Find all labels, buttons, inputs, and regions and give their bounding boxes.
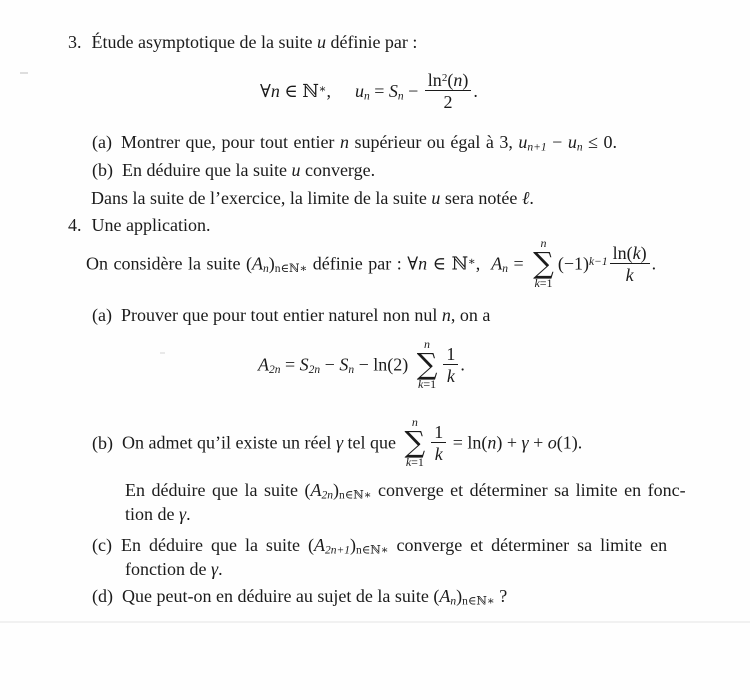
sum-upper-n: n <box>424 337 431 351</box>
text-run: On considère la suite <box>86 253 246 274</box>
item-label-c: (c) <box>92 535 112 555</box>
paren: ) <box>332 480 339 500</box>
fraction-numerator <box>425 70 472 91</box>
numerator-one: 1 <box>446 343 456 364</box>
period: . <box>460 354 465 375</box>
sum-lower-k: k <box>418 377 424 391</box>
sum-lower-limit <box>406 456 424 469</box>
natural-numbers-symbol: ℕ <box>302 81 319 102</box>
text-run: converge. <box>300 160 376 180</box>
math-italic-n: n <box>487 432 497 453</box>
item-4b-line-1 <box>92 415 583 471</box>
text-run: tion de <box>125 504 179 524</box>
text-run: ) + <box>496 432 522 453</box>
minus-ln2-text: − ln(2) <box>354 354 413 375</box>
index-set-subscript: n∈ℕ∗ <box>274 263 308 276</box>
text-run: définie par : <box>325 32 418 52</box>
equals-sign: = <box>508 253 530 274</box>
paren: ( <box>307 535 314 555</box>
minus-sign: − <box>546 132 568 152</box>
math-italic-n: n <box>453 70 463 90</box>
sigma-glyph: ∑ <box>404 425 426 459</box>
text-run: En déduire que la suite <box>122 160 292 180</box>
math-sub-n: n <box>450 595 457 608</box>
math-italic-o: o <box>547 432 557 453</box>
text-run: Étude asymptotique de la suite <box>91 32 317 52</box>
sum-upper-n: n <box>411 415 418 429</box>
math-italic-n: n <box>441 305 451 325</box>
sum-lower-limit <box>418 378 436 391</box>
fraction-1-over-k <box>443 344 458 386</box>
math-italic-A: A <box>439 586 451 606</box>
math-italic-S: S <box>388 81 398 102</box>
scan-artifact-line <box>0 621 750 623</box>
math-sub-n: n <box>397 90 404 103</box>
math-sub-n: n <box>576 141 583 154</box>
element-of-symbol: ∈ <box>279 81 303 102</box>
equals-sign: = <box>369 81 389 102</box>
paren: ( <box>245 253 252 274</box>
text-run: On admet qu’il existe un réel <box>122 432 336 453</box>
fraction-lnk-over-k <box>610 243 650 285</box>
text-run: sera notée <box>440 188 522 208</box>
paren: ( <box>447 70 454 90</box>
item-label-a: (a) <box>92 305 112 325</box>
item-3-note-line <box>91 186 534 210</box>
item-4-heading <box>68 213 210 237</box>
text-run: Que peut-on en déduire au sujet de la suite <box>122 586 434 606</box>
index-set-subscript: n∈ℕ∗ <box>338 489 372 502</box>
sum-lower-eq1: =1 <box>539 276 553 290</box>
text-run: Une application. <box>91 215 211 235</box>
paren: ) <box>349 535 356 555</box>
item-4d-line <box>92 584 507 608</box>
item-3-heading <box>68 30 417 54</box>
math-sub-2n-plus-1: 2n+1 <box>324 544 350 557</box>
item-3b-line <box>92 158 375 182</box>
fraction-numerator <box>431 422 446 443</box>
math-italic-n: n <box>270 81 280 102</box>
math-sub-2n: 2n <box>269 364 281 377</box>
text-run: , <box>475 253 492 274</box>
fraction-denominator <box>443 365 458 386</box>
item-4b-line-2 <box>125 478 686 502</box>
math-italic-A: A <box>310 480 322 500</box>
fraction-denominator <box>431 443 446 464</box>
sum-lower-eq1: =1 <box>423 377 437 391</box>
text-run: définie par : <box>307 253 408 274</box>
item-4a-line <box>92 303 490 327</box>
text-run: , <box>326 81 331 102</box>
item-3a-line <box>92 130 617 154</box>
item-label-b: (b) <box>92 432 113 453</box>
item-label-b: (b) <box>92 160 113 180</box>
index-set-subscript: n∈ℕ∗ <box>355 544 389 557</box>
item-3-number: 3. <box>68 32 82 52</box>
fraction-numerator <box>443 344 458 365</box>
math-italic-n: n <box>418 253 428 274</box>
math-italic-k: k <box>434 443 443 464</box>
math-italic-u: u <box>354 81 364 102</box>
text-run: Prouver que pour tout entier naturel non nul <box>120 305 442 325</box>
text-run: (1). <box>556 432 583 453</box>
math-italic-n: n <box>339 132 349 152</box>
math-sub-n1: n+1 <box>527 141 547 154</box>
text-run: ? <box>494 586 508 606</box>
math-italic-A: A <box>251 253 263 274</box>
text-run: supérieur ou égal à 3, <box>348 132 519 152</box>
period: . <box>651 253 657 274</box>
math-sub-2n: 2n <box>321 489 333 502</box>
math-sub-n: n <box>348 364 355 377</box>
item-4-intro-line <box>86 236 657 292</box>
paren: ) <box>456 586 463 606</box>
math-italic-u: u <box>567 132 577 152</box>
text-run: Dans la suite de l’exercice, la limite de la suite <box>91 188 432 208</box>
fraction-denominator: 2 <box>443 92 453 112</box>
math-italic-gamma: γ <box>521 432 529 453</box>
period: . <box>529 188 534 208</box>
forall-symbol: ∀ <box>260 81 271 102</box>
text-run: ≤ 0. <box>582 132 617 152</box>
math-italic-S: S <box>339 354 349 375</box>
minus-sign: − <box>403 81 423 102</box>
script-ell-symbol: ℓ <box>521 188 530 208</box>
paren: ) <box>462 70 469 90</box>
display-formula-u-definition <box>260 72 478 114</box>
text-run: En déduire que la suite <box>125 480 305 500</box>
math-italic-k: k <box>446 365 455 386</box>
star-superscript: ∗ <box>467 255 476 268</box>
text-run: Montrer que, pour tout entier <box>120 132 340 152</box>
sum-lower-limit <box>534 277 552 290</box>
paren: ) <box>640 242 647 263</box>
math-sub-n: n <box>363 90 370 103</box>
squared-superscript: 2 <box>441 72 448 85</box>
fraction-denominator <box>610 264 650 285</box>
period: . <box>218 559 223 579</box>
element-of-symbol: ∈ <box>427 253 452 274</box>
sum-lower-k: k <box>405 455 412 469</box>
math-italic-A: A <box>258 354 269 375</box>
math-italic-k: k <box>632 242 641 263</box>
summation-operator <box>533 237 554 290</box>
paren: ) <box>268 253 275 274</box>
item-label-a: (a) <box>92 132 112 152</box>
text-run: En déduire que la suite <box>120 535 308 555</box>
text-run: , on a <box>450 305 491 325</box>
paren: ( <box>433 586 440 606</box>
math-italic-A: A <box>491 253 503 274</box>
sum-upper-n: n <box>540 236 547 250</box>
text-run: fonction de <box>125 559 211 579</box>
equals-sign: = <box>280 354 300 375</box>
math-italic-u: u <box>291 160 301 180</box>
summation-operator <box>417 338 438 391</box>
math-italic-gamma: γ <box>179 504 187 524</box>
math-italic-u: u <box>431 188 441 208</box>
period: . <box>473 81 478 102</box>
scan-artifact-mark <box>20 72 28 74</box>
text-run: + <box>528 432 548 453</box>
fraction-ln2n-over-2 <box>425 70 472 112</box>
fraction-numerator <box>610 243 650 264</box>
text-run: (−1) <box>557 253 589 274</box>
sigma-glyph: ∑ <box>416 347 438 381</box>
period: . <box>186 504 191 524</box>
numerator-one: 1 <box>434 421 444 442</box>
math-italic-gamma: γ <box>335 432 344 453</box>
item-label-d: (d) <box>92 586 113 606</box>
ln-text: ln <box>427 70 442 90</box>
summation-operator <box>405 416 426 469</box>
star-superscript: ∗ <box>318 83 327 96</box>
sigma-glyph: ∑ <box>533 246 554 280</box>
text-run: = ln( <box>448 432 488 453</box>
item-4-number: 4. <box>68 215 82 235</box>
sum-lower-k: k <box>534 276 540 290</box>
math-italic-A: A <box>313 535 325 555</box>
math-sub-2n: 2n <box>308 364 321 377</box>
forall-symbol: ∀ <box>407 253 419 274</box>
display-formula-a2n <box>258 337 465 393</box>
math-italic-k: k <box>625 264 634 285</box>
math-sub-n: n <box>262 263 269 276</box>
index-set-subscript: n∈ℕ∗ <box>462 595 495 608</box>
item-4c-line-2 <box>125 557 223 581</box>
fraction-1-over-k <box>431 422 446 464</box>
math-italic-gamma: γ <box>210 559 219 579</box>
text-run: converge et déterminer sa limite en fonc- <box>371 480 686 500</box>
scan-artifact-mark <box>160 352 165 354</box>
text-run: tel que <box>343 432 401 453</box>
item-4b-line-3 <box>125 502 191 526</box>
math-italic-S: S <box>299 354 309 375</box>
ln-text: ln( <box>612 242 633 263</box>
math-italic-u: u <box>316 32 326 52</box>
math-sub-n: n <box>502 263 508 276</box>
natural-numbers-symbol: ℕ <box>451 253 468 274</box>
text-run: converge et déterminer sa limite en <box>388 535 668 555</box>
paren: ( <box>304 480 311 500</box>
minus-sign: − <box>320 354 340 375</box>
math-italic-u: u <box>518 132 528 152</box>
math-sup-k-minus-1: k−1 <box>589 255 608 268</box>
item-4c-line-1 <box>92 533 667 557</box>
sum-lower-eq1: =1 <box>411 455 424 469</box>
